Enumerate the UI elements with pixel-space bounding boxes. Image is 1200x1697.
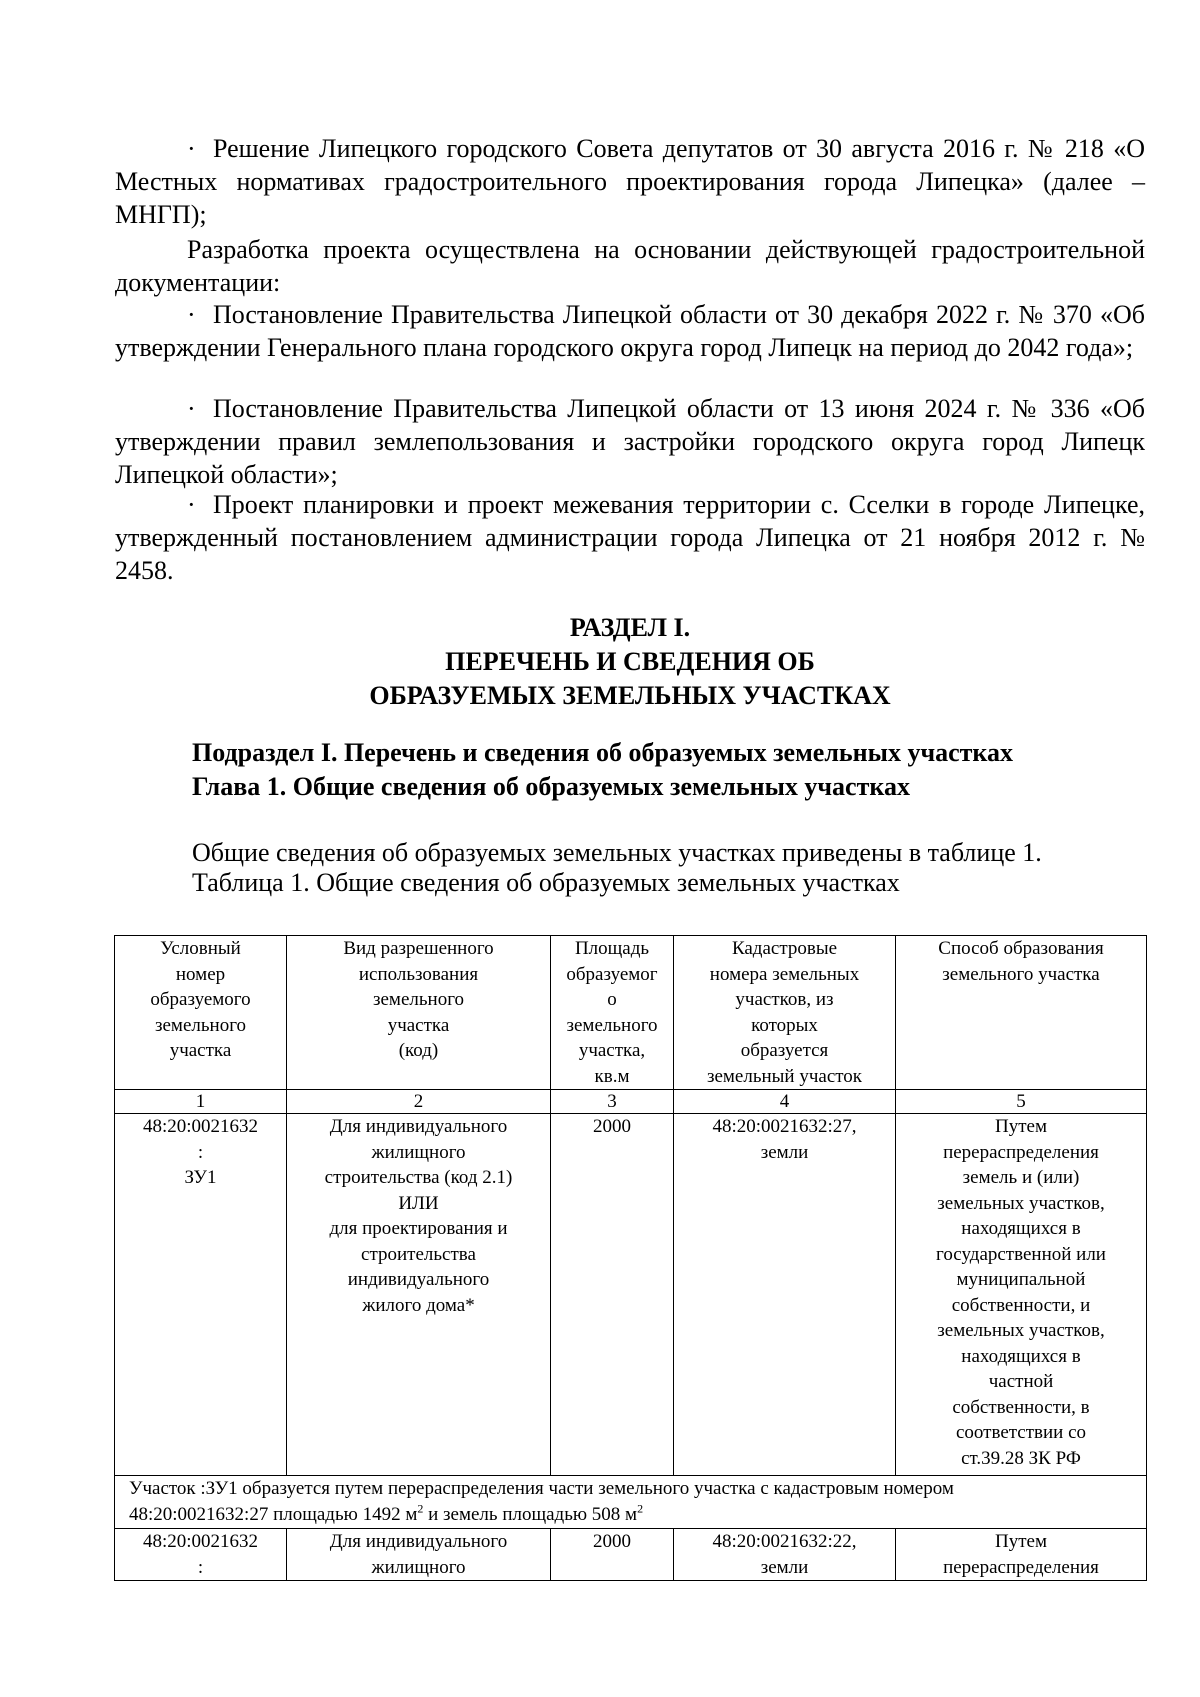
column-number: 3	[551, 1090, 674, 1114]
area-cell: 2000	[551, 1529, 674, 1581]
section-heading-line-2: ПЕРЕЧЕНЬ И СВЕДЕНИЯ ОБ	[445, 647, 815, 676]
table-row	[115, 1529, 1147, 1581]
subsection-title: Подраздел I. Перечень и сведения об образуемых земельных участках	[192, 738, 1014, 767]
header-cell: Условный номер образуемого земельного участка	[115, 936, 287, 1090]
header-cell: Способ образования земельного участка	[896, 936, 1147, 1090]
intro-text-1: Решение Липецкого городского Совета депутатов от 30 августа 2016 г. № 218 «О Местных нормативах градостроительного проектирования города Липецка» (далее – МНГП);	[115, 134, 1145, 229]
intro-paragraph-5	[115, 488, 1145, 587]
superscript: 2	[637, 1501, 644, 1516]
permitted-use-cell: Для индивидуального жилищного	[287, 1529, 551, 1581]
section-heading	[115, 611, 1145, 713]
bullet: ·	[187, 394, 196, 423]
chapter-title: Глава 1. Общие сведения об образуемых земельных участках	[192, 772, 910, 801]
table-lead-text: Общие сведения об образуемых земельных участках приведены в таблице 1.	[192, 838, 1042, 867]
parcel-note-cell	[115, 1476, 1147, 1529]
header-cell: Вид разрешенного использования земельного участка (код)	[287, 936, 551, 1090]
table-intro	[192, 838, 1152, 898]
column-number: 2	[287, 1090, 551, 1114]
table-row	[115, 1114, 1147, 1476]
table-caption: Таблица 1. Общие сведения об образуемых земельных участках	[192, 868, 900, 897]
cadastral-numbers-cell: 48:20:0021632:22, земли	[674, 1529, 896, 1581]
subsection-heading	[192, 736, 1152, 804]
intro-text-3: Постановление Правительства Липецкой области от 30 декабря 2022 г. № 370 «Об утверждении Генерального плана городского округа город Липецк на период до 2042 года»;	[115, 300, 1145, 362]
superscript: 2	[417, 1501, 424, 1516]
parcels-table	[114, 935, 1147, 1581]
intro-paragraph-4	[115, 392, 1145, 491]
intro-paragraph-2	[115, 233, 1145, 299]
formation-method-cell: Путем перераспределения земель и (или) земельных участков, находящихся в государственной или муниципальной собственности, и земельных участков, находящихся в частной собственности, в соответствии со ст.39.28 ЗК РФ	[896, 1114, 1147, 1476]
section-heading-line-3: ОБРАЗУЕМЫХ ЗЕМЕЛЬНЫХ УЧАСТКАХ	[369, 681, 891, 710]
formation-method-cell: Путем перераспределения	[896, 1529, 1147, 1581]
column-number: 5	[896, 1090, 1147, 1114]
note-line-2-part-1: 48:20:0021632:27 площадью 1492 м	[129, 1503, 418, 1525]
intro-text-4: Постановление Правительства Липецкой области от 13 июня 2024 г. № 336 «Об утверждении правил землепользования и застройки городского округа город Липецк Липецкой области»;	[115, 394, 1145, 489]
column-number: 4	[674, 1090, 896, 1114]
bullet: ·	[187, 490, 196, 519]
intro-paragraph-1	[115, 132, 1145, 231]
table-note-row	[115, 1476, 1147, 1529]
header-cell: Кадастровые номера земельных участков, из которых образуется земельный участок	[674, 936, 896, 1090]
cadastral-numbers-cell: 48:20:0021632:27, земли	[674, 1114, 896, 1476]
section-heading-line-1: РАЗДЕЛ I.	[569, 613, 691, 642]
intro-text-5: Проект планировки и проект межевания территории с. Сселки в городе Липецке, утвержденный постановлением администрации города Липецка от 21 ноября 2012 г. № 2458.	[115, 490, 1145, 585]
parcel-id-cell: 48:20:0021632 :	[115, 1529, 287, 1581]
bullet: ·	[187, 134, 196, 163]
column-number: 1	[115, 1090, 287, 1114]
bullet: ·	[187, 300, 196, 329]
note-line-1: Участок :ЗУ1 образуется путем перераспределения части земельного участка с кадастровым номером	[129, 1478, 954, 1499]
parcel-id-cell: 48:20:0021632 : ЗУ1	[115, 1114, 287, 1476]
area-cell: 2000	[551, 1114, 674, 1476]
header-cell: Площадь образуемог о земельного участка, кв.м	[551, 936, 674, 1090]
intro-text-2: Разработка проекта осуществлена на основании действующей градостроительной документации:	[115, 235, 1145, 297]
table-header-row	[115, 936, 1147, 1090]
permitted-use-cell: Для индивидуального жилищного строительства (код 2.1) ИЛИ для проектирования и строительства индивидуального жилого дома*	[287, 1114, 551, 1476]
table-column-number-row	[115, 1090, 1147, 1114]
intro-paragraph-3	[115, 298, 1145, 364]
note-line-2-part-2: и земель площадью 508 м	[423, 1503, 638, 1525]
